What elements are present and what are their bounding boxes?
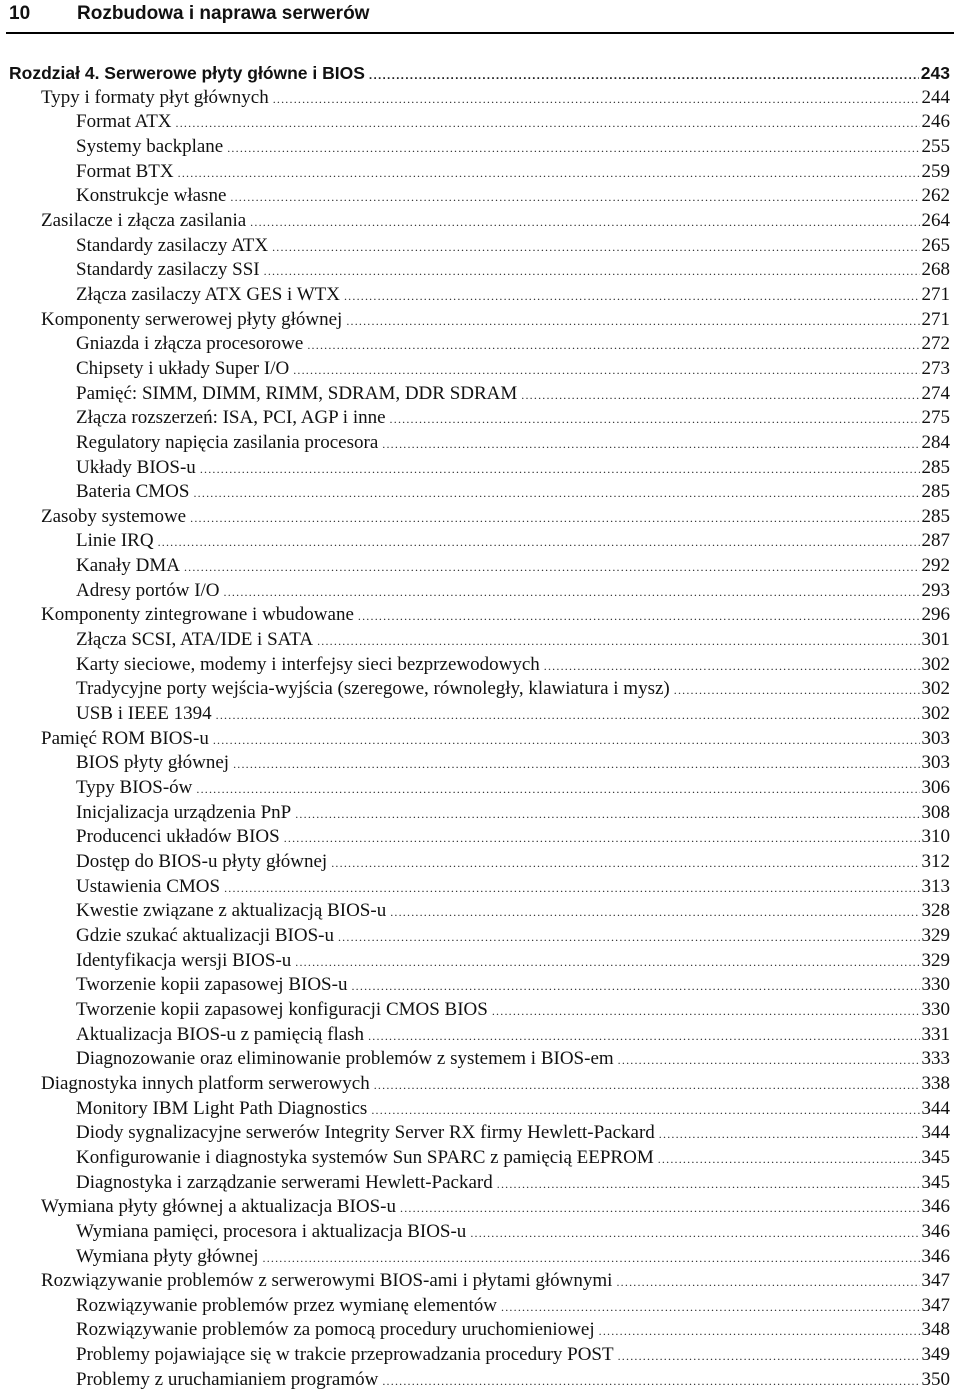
- dot-leader: [193, 481, 919, 506]
- dot-leader: [521, 383, 919, 408]
- toc-entry-title: Dostęp do BIOS-u płyty głównej: [76, 851, 328, 872]
- dot-leader: [659, 1122, 920, 1147]
- toc-entry-title: Tworzenie kopii zapasowej BIOS-u: [76, 974, 348, 996]
- toc-section: [0, 603, 960, 628]
- toc-subsection: [0, 160, 960, 185]
- toc-entry-page: 344: [921, 1122, 950, 1144]
- toc-subsection: [0, 875, 960, 900]
- dot-leader: [390, 407, 920, 432]
- toc-entry-page: 284: [921, 431, 950, 453]
- dot-leader: [616, 1270, 919, 1295]
- toc-entry-title: BIOS płyty głównej: [76, 752, 230, 774]
- dot-leader: [272, 235, 919, 260]
- toc-entry-page: 302: [921, 678, 950, 700]
- toc-entry-title: Rozwiązywanie problemów z serwerowymi BIOS-ami i płytami głównymi: [41, 1270, 613, 1292]
- toc-entry-page: 329: [921, 949, 950, 971]
- toc-entry-title: Diody sygnalizacyjne serwerów Integrity Server RX firmy Hewlett-Packard: [76, 1122, 655, 1144]
- toc-entry-page: 264: [921, 209, 950, 231]
- toc-entry-title: Linie IRQ: [76, 530, 154, 552]
- toc-subsection: [0, 653, 960, 678]
- toc-entry-title: Konstrukcje własne: [76, 185, 227, 207]
- dot-leader: [351, 974, 919, 999]
- dot-leader: [501, 1295, 919, 1320]
- dot-leader: [230, 185, 919, 210]
- dot-leader: [295, 802, 919, 827]
- toc-entry-title: Diagnostyka i zarządzanie serwerami Hewlett-Packard: [76, 1171, 493, 1193]
- toc-entry-page: 331: [921, 1023, 950, 1045]
- toc-entry-page: 287: [921, 530, 950, 552]
- dot-leader: [390, 900, 919, 925]
- toc-entry-title: Diagnostyka innych platform serwerowych: [41, 1072, 370, 1094]
- toc-entry-page: 302: [921, 703, 950, 725]
- toc-subsection: [0, 1171, 960, 1196]
- dot-leader: [346, 309, 919, 334]
- toc-entry-page: 350: [921, 1368, 950, 1390]
- dot-leader: [497, 1172, 920, 1197]
- toc-section: [0, 308, 960, 333]
- dot-leader: [618, 1048, 920, 1073]
- toc-subsection: [0, 332, 960, 357]
- dot-leader: [176, 111, 920, 136]
- toc-entry-title: Karty sieciowe, modemy i interfejsy sieci bezprzewodowych: [76, 653, 540, 675]
- toc-subsection: [0, 1047, 960, 1072]
- toc-entry-page: 243: [920, 63, 950, 83]
- dot-leader: [618, 1344, 920, 1369]
- toc-entry-page: 347: [921, 1270, 950, 1292]
- table-of-contents: [0, 61, 960, 1392]
- toc-entry-page: 273: [921, 357, 950, 379]
- toc-entry-title: Konfigurowanie i diagnostyka systemów Sun SPARC z pamięcią EEPROM: [76, 1146, 654, 1168]
- toc-entry-title: Wymiana płyty głównej: [76, 1245, 259, 1267]
- dot-leader: [369, 63, 919, 88]
- toc-subsection: [0, 702, 960, 727]
- dot-leader: [382, 432, 919, 457]
- toc-subsection: [0, 1146, 960, 1171]
- toc-entry-title: Złącza rozszerzeń: ISA, PCI, AGP i inne: [76, 407, 386, 429]
- toc-entry-page: 329: [921, 924, 950, 946]
- toc-entry-title: Chipsety i układy Super I/O: [76, 357, 290, 379]
- dot-leader: [307, 333, 919, 358]
- toc-entry-title: Złącza zasilaczy ATX GES i WTX: [76, 283, 340, 305]
- toc-entry-page: 272: [921, 333, 950, 355]
- toc-entry-page: 347: [921, 1294, 950, 1316]
- book-title: Rozbudowa i naprawa serwerów: [77, 3, 370, 24]
- toc-entry-page: 348: [921, 1319, 950, 1341]
- toc-subsection: [0, 1318, 960, 1343]
- toc-entry-title: Złącza SCSI, ATA/IDE i SATA: [76, 629, 314, 651]
- toc-entry-title: Monitory IBM Light Path Diagnostics: [76, 1097, 368, 1119]
- dot-leader: [658, 1147, 920, 1172]
- toc-entry-page: 244: [921, 86, 950, 108]
- toc-entry-page: 303: [921, 752, 950, 774]
- dot-leader: [338, 925, 920, 950]
- toc-section: [0, 505, 960, 530]
- toc-subsection: [0, 1343, 960, 1368]
- toc-section: [0, 727, 960, 752]
- toc-entry-title: Rozdział 4. Serwerowe płyty główne i BIOS: [9, 63, 365, 83]
- dot-leader: [196, 777, 919, 802]
- toc-entry-title: Problemy z uruchamianiem programów: [76, 1368, 379, 1390]
- toc-entry-page: 346: [921, 1245, 950, 1267]
- toc-subsection: [0, 110, 960, 135]
- toc-entry-title: Komponenty zintegrowane i wbudowane: [41, 604, 354, 626]
- toc-entry-page: 333: [921, 1048, 950, 1070]
- toc-entry-title: Rozwiązywanie problemów przez wymianę elementów: [76, 1294, 498, 1316]
- toc-entry-title: Tradycyjne porty wejścia-wyjścia (szeregowe, równoległy, klawiatura i mysz): [76, 678, 670, 700]
- dot-leader: [216, 703, 920, 728]
- toc-entry-title: Identyfikacja wersji BIOS-u: [76, 949, 292, 971]
- toc-subsection: [0, 1097, 960, 1122]
- running-header: [0, 0, 960, 34]
- toc-entry-page: 285: [921, 481, 950, 503]
- toc-entry-page: 285: [921, 456, 950, 478]
- toc-subsection: [0, 677, 960, 702]
- dot-leader: [317, 629, 919, 654]
- toc-entry-title: USB i IEEE 1394: [76, 703, 212, 725]
- toc-entry-title: Gdzie szukać aktualizacji BIOS-u: [76, 924, 334, 946]
- toc-entry-title: Standardy zasilaczy SSI: [76, 259, 260, 281]
- toc-entry-page: 274: [921, 382, 950, 404]
- dot-leader: [213, 728, 920, 753]
- dot-leader: [400, 1196, 920, 1221]
- toc-entry-page: 259: [921, 160, 950, 182]
- toc-entry-title: Producenci układów BIOS: [76, 826, 280, 848]
- toc-entry-page: 271: [921, 308, 950, 330]
- toc-subsection: [0, 283, 960, 308]
- toc-subsection: [0, 998, 960, 1023]
- toc-entry-title: Aktualizacja BIOS-u z pamięcią flash: [76, 1023, 365, 1045]
- toc-entry-title: Format ATX: [76, 111, 172, 133]
- toc-entry-title: Ustawienia CMOS: [76, 875, 221, 897]
- toc-entry-title: Rozwiązywanie problemów za pomocą procedury uruchomieniowej: [76, 1319, 595, 1341]
- dot-leader: [233, 752, 919, 777]
- dot-leader: [344, 284, 920, 309]
- toc-entry-page: 338: [921, 1072, 950, 1094]
- dot-leader: [544, 654, 920, 679]
- toc-entry-title: Tworzenie kopii zapasowej konfiguracji CMOS BIOS: [76, 998, 488, 1020]
- dot-leader: [371, 1098, 919, 1123]
- toc-subsection: [0, 258, 960, 283]
- toc-entry-page: 268: [921, 259, 950, 281]
- toc-entry-title: Kanały DMA: [76, 555, 180, 577]
- toc-subsection: [0, 554, 960, 579]
- dot-leader: [273, 87, 920, 112]
- toc-subsection: [0, 949, 960, 974]
- toc-subsection: [0, 234, 960, 259]
- dot-leader: [470, 1221, 919, 1246]
- chapter-heading: [0, 61, 960, 86]
- dot-leader: [358, 604, 920, 629]
- toc-subsection: [0, 825, 960, 850]
- toc-subsection: [0, 456, 960, 481]
- toc-entry-page: 296: [921, 604, 950, 626]
- toc-subsection: [0, 850, 960, 875]
- toc-entry-page: 346: [921, 1196, 950, 1218]
- toc-subsection: [0, 184, 960, 209]
- toc-entry-title: Pamięć ROM BIOS-u: [41, 727, 209, 749]
- toc-subsection: [0, 1294, 960, 1319]
- toc-entry-title: Adresy portów I/O: [76, 579, 220, 601]
- toc-entry-page: 262: [921, 185, 950, 207]
- toc-entry-page: 346: [921, 1220, 950, 1242]
- dot-leader: [227, 136, 919, 161]
- toc-subsection: [0, 1023, 960, 1048]
- dot-leader: [190, 506, 919, 531]
- toc-section: [0, 1269, 960, 1294]
- toc-entry-page: 301: [921, 629, 950, 651]
- dot-leader: [224, 876, 919, 901]
- dot-leader: [224, 580, 920, 605]
- toc-entry-title: Układy BIOS-u: [76, 456, 196, 478]
- toc-entry-title: Inicjalizacja urządzenia PnP: [76, 801, 292, 823]
- toc-entry-title: Pamięć: SIMM, DIMM, RIMM, SDRAM, DDR SDRAM: [76, 382, 518, 404]
- toc-entry-page: 285: [921, 505, 950, 527]
- toc-entry-page: 310: [921, 826, 950, 848]
- dot-leader: [374, 1073, 920, 1098]
- toc-subsection: [0, 751, 960, 776]
- toc-subsection: [0, 1368, 960, 1393]
- toc-entry-page: 312: [921, 851, 950, 872]
- toc-subsection: [0, 801, 960, 826]
- toc-subsection: [0, 1121, 960, 1146]
- dot-leader: [674, 678, 920, 703]
- toc-entry-page: 246: [921, 111, 950, 133]
- toc-subsection: [0, 406, 960, 431]
- toc-entry-page: 293: [921, 579, 950, 601]
- toc-entry-page: 345: [921, 1171, 950, 1193]
- toc-subsection: [0, 776, 960, 801]
- toc-entry-title: Bateria CMOS: [76, 481, 190, 503]
- toc-entry-title: Zasilacze i złącza zasilania: [41, 209, 247, 231]
- dot-leader: [599, 1319, 920, 1344]
- toc-entry-page: 349: [921, 1344, 950, 1366]
- toc-entry-title: Systemy backplane: [76, 135, 224, 157]
- toc-entry-page: 330: [921, 998, 950, 1020]
- toc-section: [0, 1195, 960, 1220]
- toc-entry-page: 345: [921, 1146, 950, 1168]
- toc-entry-page: 265: [921, 234, 950, 256]
- toc-entry-title: Wymiana płyty głównej a aktualizacja BIOS-u: [41, 1196, 396, 1218]
- toc-subsection: [0, 357, 960, 382]
- toc-entry-title: Zasoby systemowe: [41, 505, 187, 527]
- toc-section: [0, 86, 960, 111]
- toc-subsection: [0, 431, 960, 456]
- dot-leader: [368, 1024, 919, 1049]
- toc-entry-title: Format BTX: [76, 160, 174, 182]
- toc-entry-title: Problemy pojawiające się w trakcie przeprowadzania procedury POST: [76, 1344, 614, 1366]
- toc-section: [0, 209, 960, 234]
- toc-subsection: [0, 924, 960, 949]
- dot-leader: [295, 950, 919, 975]
- dot-leader: [184, 555, 920, 580]
- toc-entry-page: 330: [921, 974, 950, 996]
- toc-subsection: [0, 480, 960, 505]
- page-number: 10: [9, 3, 31, 24]
- dot-leader: [250, 210, 919, 235]
- toc-subsection: [0, 135, 960, 160]
- dot-leader: [158, 530, 920, 555]
- toc-entry-page: 344: [921, 1097, 950, 1119]
- dot-leader: [178, 161, 920, 186]
- dot-leader: [284, 826, 920, 851]
- toc-entry-title: Diagnozowanie oraz eliminowanie problemów z systemem i BIOS-em: [76, 1048, 614, 1070]
- dot-leader: [492, 999, 920, 1024]
- dot-leader: [382, 1369, 919, 1394]
- toc-entry-page: 271: [921, 283, 950, 305]
- toc-entry-page: 292: [921, 555, 950, 577]
- toc-subsection: [0, 579, 960, 604]
- toc-subsection: [0, 973, 960, 998]
- toc-entry-page: 303: [921, 727, 950, 749]
- dot-leader: [263, 1246, 920, 1271]
- toc-entry-page: 328: [921, 900, 950, 922]
- toc-entry-page: 275: [921, 407, 950, 429]
- toc-entry-page: 308: [921, 801, 950, 823]
- toc-entry-title: Typy i formaty płyt głównych: [41, 86, 269, 108]
- toc-subsection: [0, 1220, 960, 1245]
- dot-leader: [264, 259, 920, 284]
- header-rule: [6, 32, 954, 34]
- toc-entry-title: Wymiana pamięci, procesora i aktualizacja BIOS-u: [76, 1220, 467, 1242]
- toc-subsection: [0, 628, 960, 653]
- toc-entry-page: 313: [921, 875, 950, 897]
- dot-leader: [331, 851, 919, 876]
- toc-entry-title: Kwestie związane z aktualizacją BIOS-u: [76, 900, 387, 922]
- toc-subsection: [0, 529, 960, 554]
- toc-entry-title: Komponenty serwerowej płyty głównej: [41, 308, 343, 330]
- toc-entry-page: 255: [921, 135, 950, 157]
- dot-leader: [293, 358, 919, 383]
- toc-entry-page: 306: [921, 777, 950, 799]
- dot-leader: [200, 457, 920, 482]
- toc-entry-title: Regulatory napięcia zasilania procesora: [76, 431, 379, 453]
- toc-entry-title: Standardy zasilaczy ATX: [76, 234, 269, 256]
- toc-subsection: [0, 1245, 960, 1270]
- toc-subsection: [0, 382, 960, 407]
- toc-entry-title: Typy BIOS-ów: [76, 777, 193, 799]
- toc-subsection: [0, 899, 960, 924]
- toc-entry-title: Gniazda i złącza procesorowe: [76, 333, 304, 355]
- toc-section: [0, 1072, 960, 1097]
- toc-entry-page: 302: [921, 653, 950, 675]
